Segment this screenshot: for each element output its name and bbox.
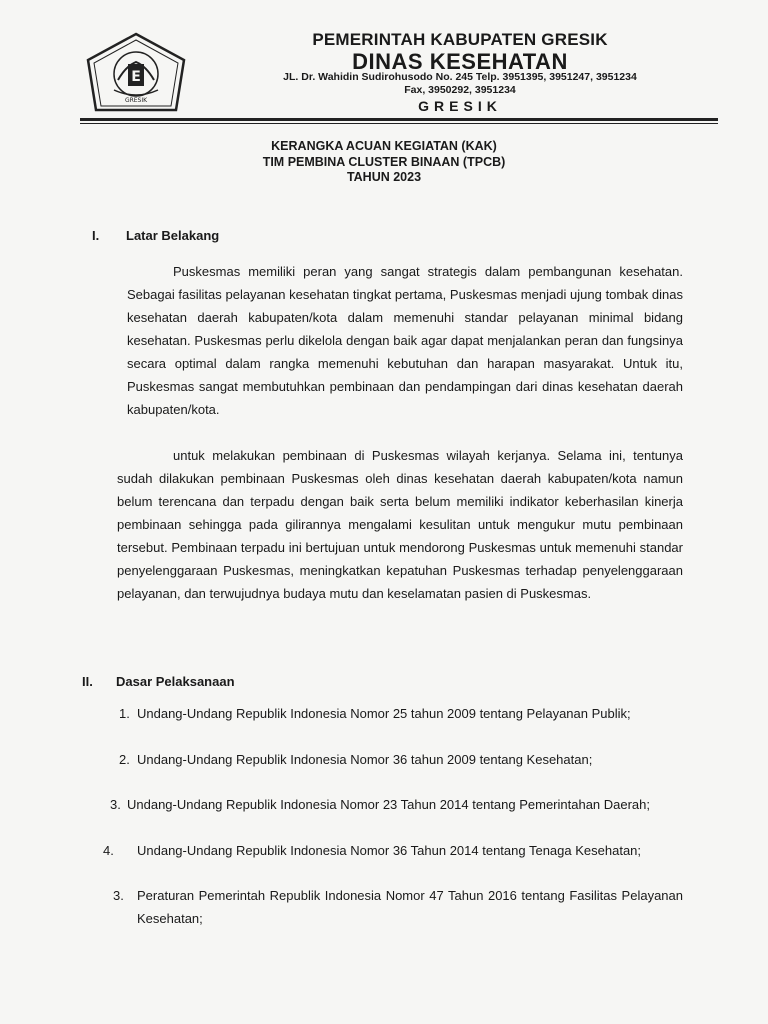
section1-heading: Latar Belakang	[126, 228, 220, 243]
section1-number: I.	[92, 228, 100, 243]
agency-city: GRESIK	[418, 98, 502, 114]
list-item: Undang-Undang Republik Indonesia Nomor 25 tahun 2009 tentang Pelayanan Publik;	[137, 706, 631, 721]
letterhead-divider-thin	[80, 123, 718, 124]
list-item-number: 4.	[103, 843, 114, 858]
agency-address: JL. Dr. Wahidin Sudirohusodo No. 245 Telp. 3951395, 3951247, 3951234	[283, 71, 637, 83]
document-title-line3: TAHUN 2023	[346, 170, 422, 184]
government-name: PEMERINTAH KABUPATEN GRESIK	[312, 30, 608, 49]
svg-text:E: E	[131, 69, 141, 85]
agency-name: DINAS KESEHATAN	[352, 49, 568, 74]
section1-paragraph2: untuk melakukan pembinaan di Puskesmas wilayah kerjanya. Selama ini, tentunya sudah dilakukan pembinaan Puskesmas oleh dinas kesehatan daerah kabupaten/kota namun belum terencana dan terpadu dengan baik serta belum memiliki indikator keberhasilan kinerja pembinaan sehingga pada gilirannya mengalami kesulitan untuk mengukur mutu pembinaan tersebut. Pembinaan terpadu ini bertujuan untuk mendorong Puskesmas untuk memenuhi standar penyelenggaraan Puskesmas, meningkatkan kepatuhan Puskesmas terhadap penyelenggaraan pelayanan, dan terwujudnya budaya mutu dan keselamatan pasien di Puskesmas.	[117, 448, 683, 601]
section2-number: II.	[82, 674, 93, 689]
list-item-number: 2.	[119, 752, 130, 767]
list-item: Undang-Undang Republik Indonesia Nomor 36 Tahun 2014 tentang Tenaga Kesehatan;	[137, 843, 642, 858]
section1-paragraph1: Puskesmas memiliki peran yang sangat strategis dalam pembangunan kesehatan. Sebagai fasilitas pelayanan kesehatan tingkat pertama, Puskesmas menjadi ujung tombak dinas kesehatan daerah kabupaten/kota dalam memenuhi standar pelayanan minimal bidang kesehatan. Puskesmas perlu dikelola dengan baik agar dapat menjalankan peran dan fungsinya secara optimal dalam rangka memenuhi kebutuhan dan harapan masyarakat. Untuk itu, Puskesmas sangat membutuhkan pembinaan dan pendampingan dari dinas kesehatan daerah kabupaten/kota.	[127, 264, 683, 417]
agency-fax: Fax, 3950292, 3951234	[404, 84, 516, 96]
svg-text:GRESIK: GRESIK	[124, 97, 148, 104]
letterhead-divider-thick	[80, 118, 718, 121]
list-item-number: 3.	[113, 888, 124, 903]
list-item-number: 1.	[119, 706, 130, 721]
document-title-line2: TIM PEMBINA CLUSTER BINAAN (TPCB)	[262, 155, 506, 169]
document-title-line1: KERANGKA ACUAN KEGIATAN (KAK)	[271, 139, 497, 153]
list-item: Undang-Undang Republik Indonesia Nomor 36 tahun 2009 tentang Kesehatan;	[137, 752, 593, 767]
section2-heading: Dasar Pelaksanaan	[116, 674, 235, 689]
list-item: Peraturan Pemerintah Republik Indonesia Nomor 47 Tahun 2016 tentang Fasilitas Pelayanan Kesehatan;	[137, 888, 683, 926]
gresik-emblem-logo	[84, 30, 188, 118]
list-item: Undang-Undang Republik Indonesia Nomor 23 Tahun 2014 tentang Pemerintahan Daerah;	[127, 797, 651, 812]
list-item-number: 3.	[110, 797, 121, 812]
